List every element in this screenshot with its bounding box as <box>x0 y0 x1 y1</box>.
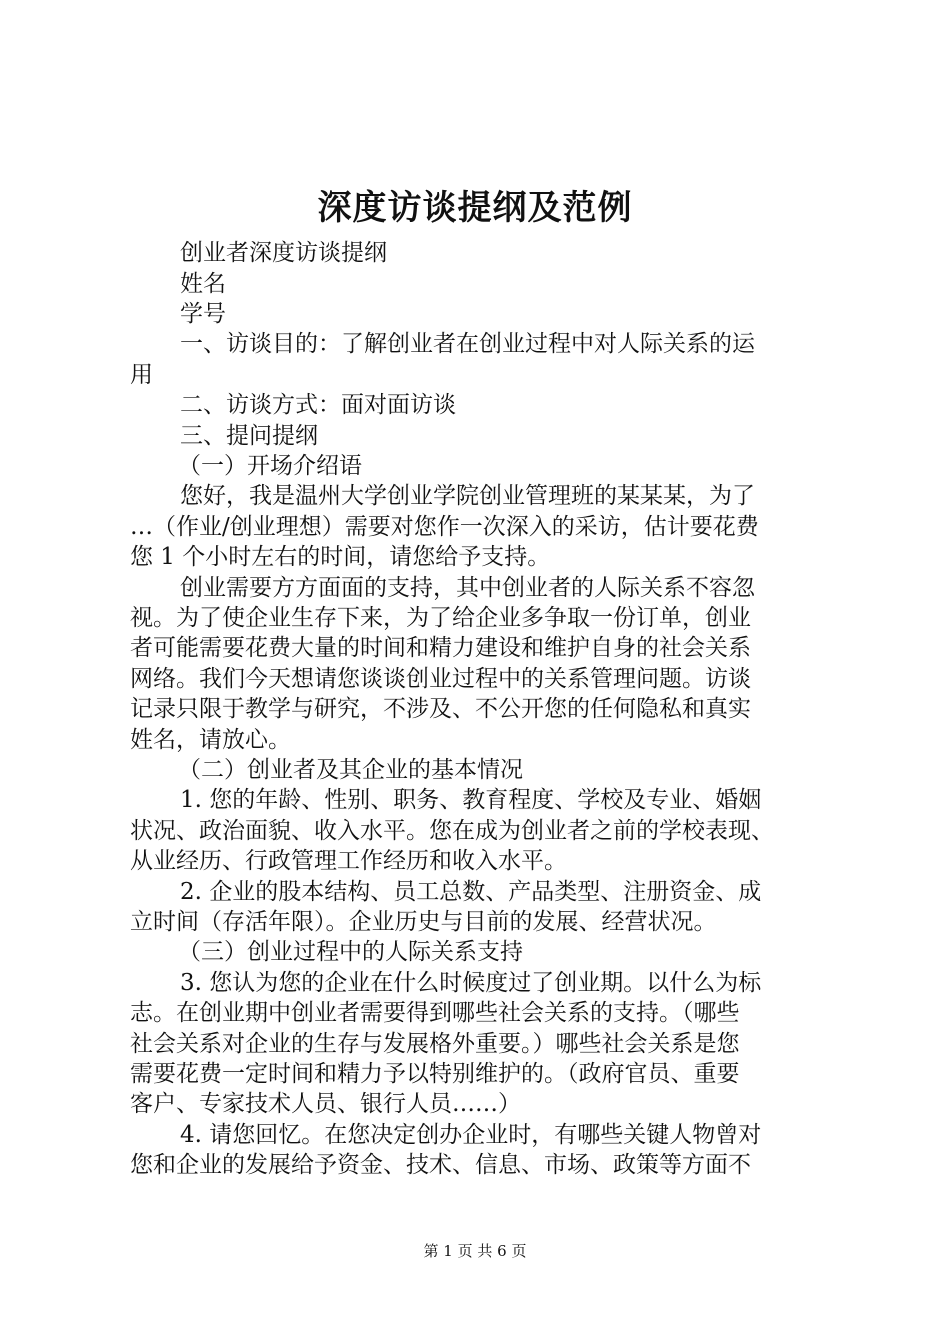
page-number-footer: 第 1 页 共 6 页 <box>423 1242 527 1260</box>
body-line: …（作业/创业理想）需要对您作一次深入的采访，估计要花费 <box>130 514 759 540</box>
body-line: （三）创业过程中的人际关系支持 <box>178 939 523 965</box>
body-line: 三、提问提纲 <box>180 423 318 449</box>
body-line: 立时间（存活年限）。企业历史与目前的发展、经营状况。 <box>130 909 717 935</box>
body-line: 学号 <box>180 301 226 327</box>
body-line: 您好，我是温州大学创业学院创业管理班的某某某，为了 <box>180 483 755 509</box>
body-line: 需要花费一定时间和精力予以特别维护的。（政府官员、重要 <box>130 1061 740 1087</box>
body-line: （一）开场介绍语 <box>178 453 362 479</box>
body-line: 志。在创业期中创业者需要得到哪些社会关系的支持。（哪些 <box>130 1000 740 1026</box>
body-line: 记录只限于教学与研究，不涉及、不公开您的任何隐私和真实 <box>130 696 751 722</box>
body-line: 3. 您认为您的企业在什么时候度过了创业期。以什么为标 <box>180 970 762 996</box>
body-line: 网络。我们今天想请您谈谈创业过程中的关系管理问题。访谈 <box>130 666 751 692</box>
body-line: 2. 企业的股本结构、员工总数、产品类型、注册资金、成 <box>180 879 762 905</box>
body-line: 客户、专家技术人员、银行人员……） <box>130 1091 521 1117</box>
body-line: 视。为了使企业生存下来，为了给企业多争取一份订单，创业 <box>130 605 751 631</box>
body-line: 1. 您的年龄、性别、职务、教育程度、学校及专业、婚姻 <box>180 787 762 813</box>
body-line: 用 <box>130 362 153 388</box>
body-line: 您 1 个小时左右的时间，请您给予支持。 <box>130 544 551 570</box>
body-line: 4. 请您回忆。在您决定创办企业时，有哪些关键人物曾对 <box>180 1122 762 1148</box>
body-line: 状况、政治面貌、收入水平。您在成为创业者之前的学校表现、 <box>130 818 774 844</box>
body-line: 从业经历、行政管理工作经历和收入水平。 <box>130 848 567 874</box>
body-line: 一、访谈目的：了解创业者在创业过程中对人际关系的运 <box>180 331 755 357</box>
body-line: 您和企业的发展给予资金、技术、信息、市场、政策等方面不 <box>130 1152 751 1178</box>
body-line: 创业者深度访谈提纲 <box>180 240 387 266</box>
body-line: 者可能需要花费大量的时间和精力建设和维护自身的社会关系 <box>130 635 751 661</box>
body-line: 社会关系对企业的生存与发展格外重要。）哪些社会关系是您 <box>130 1031 740 1057</box>
document-title: 深度访谈提纲及范例 <box>317 188 633 228</box>
body-line: 姓名 <box>180 271 226 297</box>
body-line: 创业需要方方面面的支持，其中创业者的人际关系不容忽 <box>180 575 755 601</box>
body-line: （二）创业者及其企业的基本情况 <box>178 757 523 783</box>
body-line: 姓名，请放心。 <box>130 727 291 753</box>
body-line: 二、访谈方式：面对面访谈 <box>180 392 456 418</box>
